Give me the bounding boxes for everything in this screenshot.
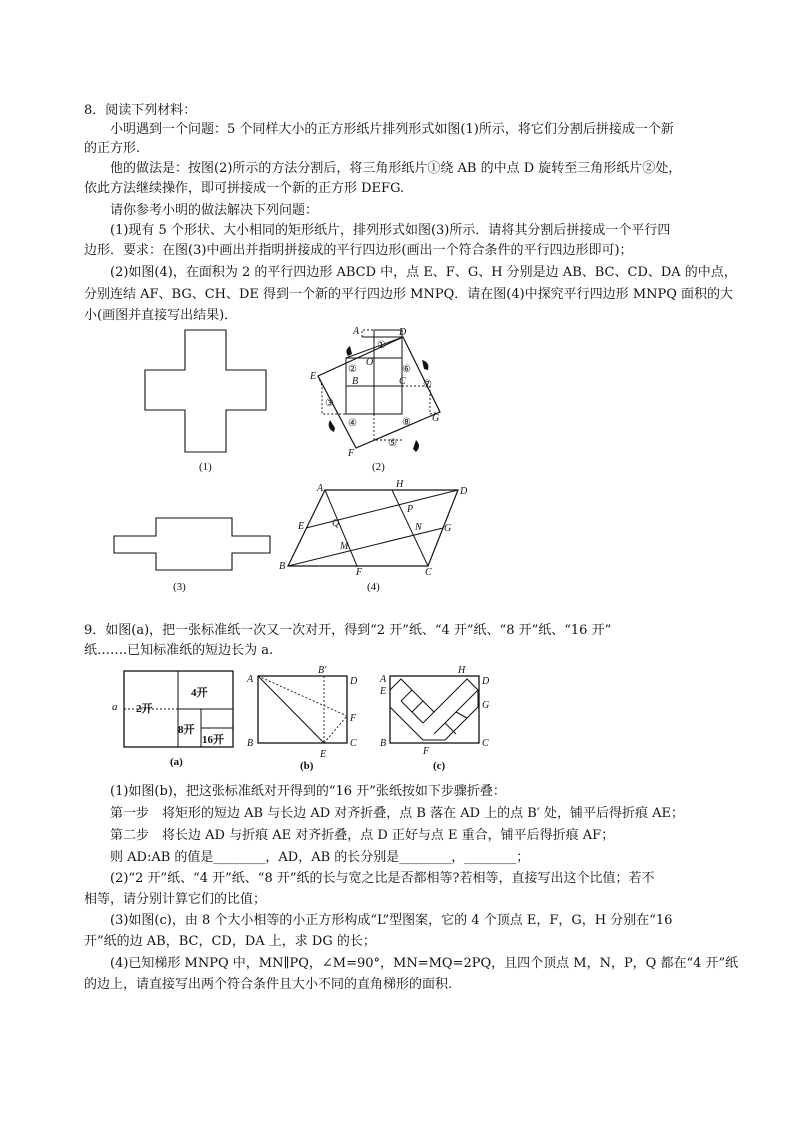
fig-c-label-B: B bbox=[380, 738, 387, 749]
fig4-label-N: N bbox=[415, 522, 422, 533]
fig2-label-F: F bbox=[348, 448, 355, 459]
q8-para5-line3: 小(画图并直接写出结果)． bbox=[84, 308, 238, 323]
fig-b-label-Bprime: B′ bbox=[318, 665, 327, 676]
q8-para5-line1: (2)如图(4)，在面积为 2 的平行四边形 ABCD 中，点 E、F、G、H 分别是边 AB、BC、CD、DA 的中点， bbox=[110, 265, 737, 280]
fig4-label-H: H bbox=[396, 479, 404, 490]
q9-para1-line1: 9．如图(a)，把一张标准纸一次又一次对开，得到“2 开”纸、“4 开”纸、“8 开”纸、“16 开” bbox=[84, 623, 612, 638]
fig4-label-G: G bbox=[444, 523, 452, 534]
fig4-label-C: C bbox=[425, 567, 432, 578]
fig-c-label-G: G bbox=[482, 700, 490, 711]
fig4-label-B: B bbox=[279, 561, 286, 572]
fig-a-label-4k: 4开 bbox=[191, 687, 208, 699]
q9-sub3-line2: 开”纸的边 AB，BC，CD，DA 上，求 DG 的长； bbox=[84, 934, 376, 949]
fig-c-label-A: A bbox=[380, 674, 387, 685]
figure-2-caption: (2) bbox=[372, 461, 385, 473]
q8-para4-line2: 边形．要求：在图(3)中画出并指明拼接成的平行四边形(画出一个符合条件的平行四边形即可)； bbox=[84, 243, 633, 258]
fig4-label-Q: Q bbox=[332, 518, 340, 529]
fig-b-label-F: F bbox=[350, 713, 357, 724]
q9-para1-line2: 纸…….已知标准纸的短边长为 a. bbox=[84, 643, 274, 658]
fig2-circle-3: ③ bbox=[325, 398, 334, 409]
fig-a-label-8k: 8开 bbox=[178, 724, 195, 736]
fig2-label-G: G bbox=[432, 413, 440, 424]
q8-para2-line2: 依此方法继续操作，即可拼接成一个新的正方形 DEFG. bbox=[84, 181, 405, 196]
q8-para1-line1: 小明遇到一个问题：5 个同样大小的正方形纸片排列形式如图(1)所示，将它们分割后拼接成一个新 bbox=[110, 122, 674, 137]
fig4-label-A: A bbox=[317, 483, 324, 494]
fig-c-label-F: F bbox=[423, 746, 430, 757]
fig2-label-C: C bbox=[399, 376, 406, 387]
q9-sub4-line2: 的边上，请直接写出两个符合条件且大小不同的直角梯形的面积. bbox=[84, 977, 453, 992]
fig2-label-D: D bbox=[399, 327, 407, 338]
figure-3-caption: (3) bbox=[173, 581, 186, 593]
fig2-circle-7: ⑦ bbox=[423, 379, 432, 390]
q9-sub3-line1: (3)如图(c)，由 8 个大小相等的小正方形构成“L”型图案，它的 4 个顶点 E，F，G，H 分别在“16 bbox=[110, 913, 673, 928]
figure-4-caption: (4) bbox=[367, 581, 380, 593]
fig2-circle-5: ⑤ bbox=[388, 438, 397, 449]
fig2-label-B: B bbox=[352, 376, 359, 387]
fig-a-label-a: a bbox=[112, 701, 118, 713]
fig-a-label-2k: 2开 bbox=[136, 703, 153, 715]
q8-para2-line1: 他的做法是：按图(2)所示的方法分割后，将三角形纸片①绕 AB 的中点 D 旋转至三角形纸片②处， bbox=[110, 161, 682, 176]
fig2-label-E: E bbox=[310, 371, 317, 382]
fig2-circle-2: ② bbox=[348, 364, 357, 375]
q8-para3: 请你参考小明的做法解决下列问题： bbox=[110, 203, 319, 218]
fig-b-label-E: E bbox=[320, 749, 327, 760]
fig-c-label-H: H bbox=[458, 665, 466, 676]
figure-1-caption: (1) bbox=[199, 461, 212, 473]
fig-b-label-A: A bbox=[247, 674, 254, 685]
q9-answer-line: 则 AD:AB 的值是________，AD，AB 的长分别是________，________； bbox=[110, 850, 530, 865]
q9-sub2-line1: (2)“2 开”纸、“4 开”纸、“8 开”纸的长与宽之比是否都相等?若相等，直接写出这个比值；若不 bbox=[110, 871, 655, 886]
q8-para5-line2: 分别连结 AF、BG、CH、DE 得到一个新的平行四边形 MNPQ．请在图(4)中探究平行四边形 MNPQ 面积的大 bbox=[84, 287, 734, 302]
figure-a-caption: (a) bbox=[170, 756, 183, 768]
fig2-circle-6: ⑥ bbox=[402, 364, 411, 375]
fig2-circle-4: ④ bbox=[348, 418, 357, 429]
q9-step2: 第二步 将长边 AD 与折痕 AE 对齐折叠，点 D 正好与点 E 重合，铺平后得折痕 AF； bbox=[110, 828, 615, 843]
q9-step1: 第一步 将矩形的短边 AB 与长边 AD 对齐折叠，点 B 落在 AD 上的点 B′ 处，铺平后得折痕 AE； bbox=[110, 806, 684, 821]
q8-title: 8．阅读下列材料： bbox=[84, 103, 197, 118]
fig-c-label-E: E bbox=[380, 686, 387, 697]
fig4-label-P: P bbox=[407, 504, 414, 515]
q9-sub2-line2: 相等，请分别计算它们的比值； bbox=[84, 892, 267, 907]
fig2-circle-1: ① bbox=[377, 340, 386, 351]
fig-c-label-C: C bbox=[482, 738, 489, 749]
figure-c-caption: (c) bbox=[433, 760, 446, 772]
figure-b-caption: (b) bbox=[300, 760, 314, 772]
fig4-label-F: F bbox=[356, 567, 363, 578]
q8-para4-line1: (1)现有 5 个形状、大小相同的矩形纸片，排列形式如图(3)所示．请将其分割后拼接成一个平行四 bbox=[110, 223, 671, 238]
fig4-label-E: E bbox=[298, 521, 305, 532]
q9-sub4-line1: (4)已知梯形 MNPQ 中，MN∥PQ，∠M=90°，MN=MQ=2PQ，且四个顶点 M，N，P，Q 都在“4 开”纸 bbox=[110, 956, 739, 971]
fig-c-label-D: D bbox=[482, 676, 490, 687]
fig2-label-A: A bbox=[353, 326, 360, 337]
fig4-label-D: D bbox=[460, 486, 468, 497]
fig2-label-O: O bbox=[366, 357, 374, 368]
q8-para1-line2: 的正方形. bbox=[84, 141, 141, 156]
fig-a-label-16k: 16开 bbox=[202, 734, 224, 746]
q9-sub1: (1)如图(b)，把这张标准纸对开得到的“16 开”张纸按如下步骤折叠： bbox=[110, 784, 506, 799]
fig-b-label-B: B bbox=[247, 738, 254, 749]
fig-b-label-C: C bbox=[350, 738, 357, 749]
fig4-label-M: M bbox=[340, 541, 349, 552]
fig-b-label-D: D bbox=[350, 676, 358, 687]
fig2-circle-8: ⑧ bbox=[402, 417, 411, 428]
